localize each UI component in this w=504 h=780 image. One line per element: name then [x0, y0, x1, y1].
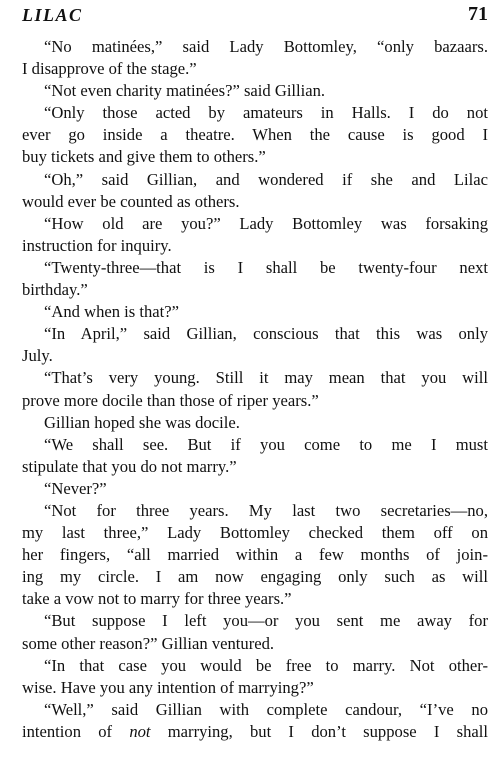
text-line: stipulate that you do not marry.”	[22, 456, 237, 476]
text-line: “Well,” said Gillian with complete candour, “I’ve no	[44, 699, 488, 719]
text-line: “Only those acted by amateurs in Halls. I do not	[44, 103, 488, 123]
book-page	[22, 0, 488, 780]
text-line: I disapprove of the stage.”	[22, 59, 197, 79]
text-line: “How old are you?” Lady Bottomley was forsaking	[44, 213, 488, 233]
text-line: “No matinées,” said Lady Bottomley, “only bazaars.	[44, 37, 488, 56]
text-line: take a vow not to marry for three years.”	[22, 589, 292, 609]
text-line: “And when is that?”	[44, 302, 180, 322]
text-line: “But suppose I left you—or you sent me away for	[44, 611, 488, 631]
text-line: prove more docile than those of riper years.”	[22, 390, 319, 410]
page-number: 71	[468, 3, 488, 25]
text-line: “In April,” said Gillian, conscious that this was only	[44, 324, 488, 344]
text-line: “We shall see. But if you come to me I must	[44, 434, 488, 454]
text-fragment: marrying, but I don’t suppose I shall	[150, 721, 488, 741]
text-fragment: intention of	[22, 721, 130, 741]
text-line: wise. Have you any intention of marrying?”	[22, 677, 314, 697]
running-head	[22, 0, 488, 32]
text-line: my last three,” Lady Bottomley checked them off on	[22, 523, 488, 543]
text-line: “That’s very young. Still it may mean that you will	[44, 368, 488, 388]
text-line: birthday.”	[22, 280, 88, 300]
text-line: instruction for inquiry.	[22, 235, 172, 255]
text-line: ever go inside a theatre. When the cause is good I	[22, 125, 488, 145]
text-line: “Oh,” said Gillian, and wondered if she and Lilac	[44, 169, 488, 189]
text-line: some other reason?” Gillian ventured.	[22, 633, 275, 653]
text-line: “Not for three years. My last two secretaries—no,	[44, 500, 488, 520]
text-line: “Not even charity matinées?” said Gillian.	[44, 81, 326, 101]
text-line: would ever be counted as others.	[22, 191, 240, 211]
text-line: ing my circle. I am now engaging only such as will	[22, 567, 488, 587]
italic-word: not	[129, 721, 151, 741]
text-line: “Never?”	[44, 478, 107, 498]
text-line	[22, 721, 488, 743]
text-line: “Twenty-three—that is I shall be twenty-four next	[44, 257, 488, 277]
text-line: July.	[22, 346, 53, 366]
text-line: buy tickets and give them to others.”	[22, 147, 266, 167]
text-line: Gillian hoped she was docile.	[44, 412, 240, 432]
text-line: her fingers, “all married within a few months of join-	[22, 545, 488, 565]
text-line: “In that case you would be free to marry. Not other-	[44, 655, 488, 675]
running-title: LILAC	[22, 5, 83, 25]
body-text	[22, 36, 488, 743]
